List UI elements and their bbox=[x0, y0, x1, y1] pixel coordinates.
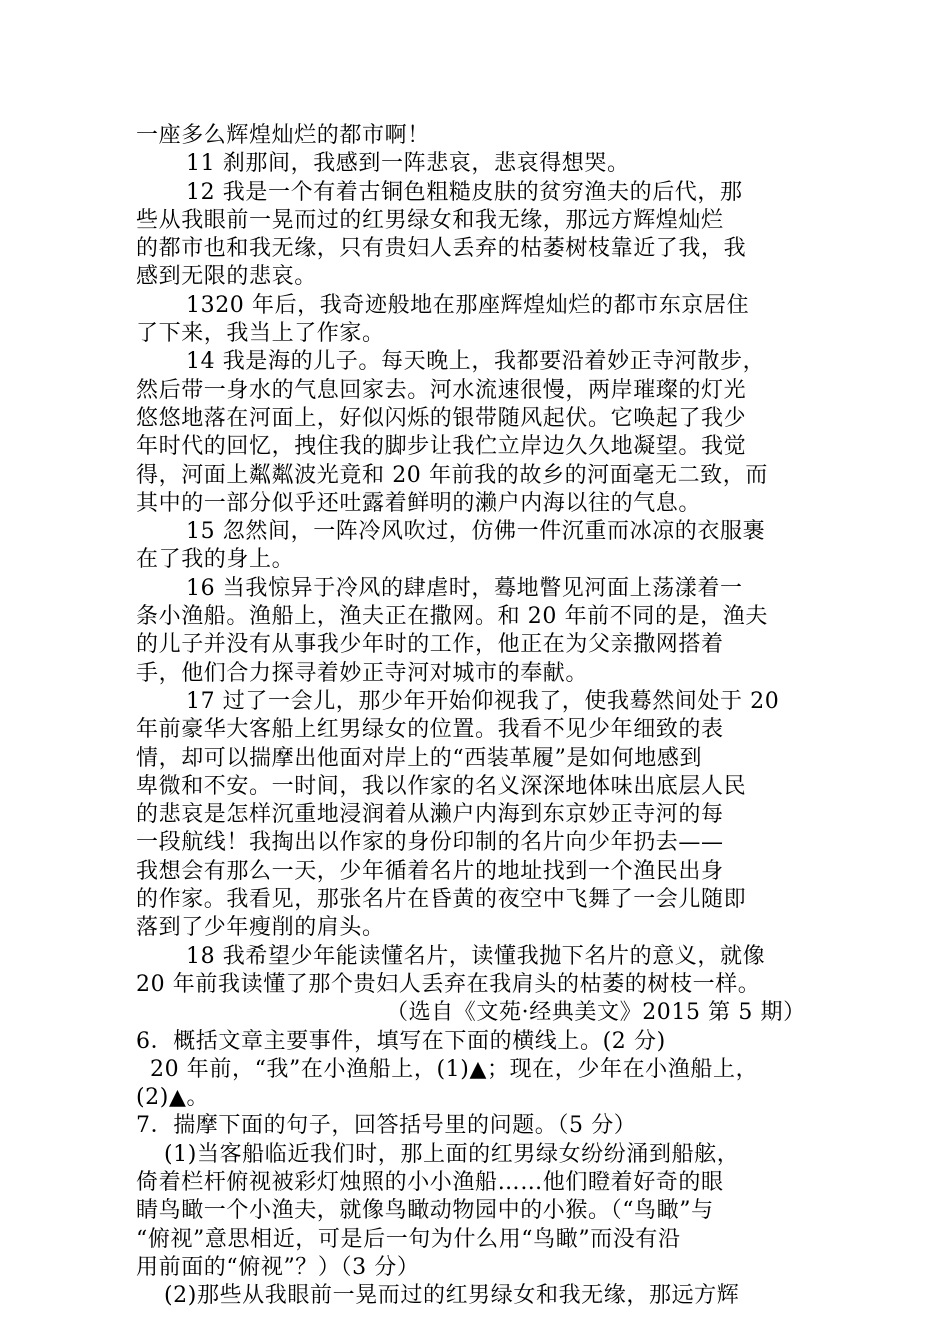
text-line: 悠悠地落在河面上，好似闪烁的银带随风起伏。它唤起了我少 bbox=[136, 405, 747, 431]
text-line: 卑微和不安。一时间，我以作家的名义深深地体味出底层人民 bbox=[136, 773, 747, 799]
question-7: 7．揣摩下面的句子，回答括号里的问题。（5 分） bbox=[136, 1113, 637, 1139]
text-line: 倚着栏杆俯视被彩灯烛照的小小渔船……他们瞪着好奇的眼 bbox=[136, 1169, 724, 1195]
text-line: 年时代的回忆，拽住我的脚步让我伫立岸边久久地凝望。我觉 bbox=[136, 434, 747, 460]
paragraph-18: 18 我希望少年能读懂名片，读懂我抛下名片的意义，就像 bbox=[186, 943, 766, 969]
question-6: 6．概括文章主要事件，填写在下面的横线上。(2 分) bbox=[136, 1028, 666, 1054]
text-line: 感到无限的悲哀。 bbox=[136, 264, 317, 290]
text-line: 条小渔船。渔船上，渔夫正在撒网。和 20 年前不同的是，渔夫 bbox=[136, 604, 768, 630]
text-line: 我想会有那么一天，少年循着名片的地址找到一个渔民出身 bbox=[136, 858, 724, 884]
paragraph-15: 15 忽然间，一阵冷风吹过，仿佛一件沉重而冰凉的衣服裹 bbox=[186, 519, 766, 545]
question-7-part-1: (1)当客船临近我们时，那上面的红男绿女纷纷涌到船舷， bbox=[164, 1141, 740, 1167]
text-line: 得，河面上粼粼波光竟和 20 年前我的故乡的河面毫无二致，而 bbox=[136, 462, 768, 488]
paragraph-17: 17 过了一会儿，那少年开始仰视我了，使我蓦然间处于 20 bbox=[186, 688, 780, 714]
text-line: 年前豪华大客船上红男绿女的位置。我看不见少年细致的表 bbox=[136, 717, 724, 743]
text-line: 的都市也和我无缘，只有贵妇人丢弃的枯萎树枝靠近了我，我 bbox=[136, 236, 747, 262]
paragraph-14: 14 我是海的儿子。每天晚上，我都要沿着妙正寺河散步， bbox=[186, 349, 766, 375]
text-line: 在了我的身上。 bbox=[136, 547, 295, 573]
text-line: 然后带一身水的气息回家去。河水流速很慢，两岸璀璨的灯光 bbox=[136, 377, 747, 403]
source-citation: （选自《文苑·经典美文》2015 第 5 期） bbox=[386, 1000, 806, 1026]
text-line: 的儿子并没有从事我少年时的工作，他正在为父亲撒网搭着 bbox=[136, 632, 724, 658]
text-line: 落到了少年瘦削的肩头。 bbox=[136, 915, 385, 941]
text-line: 其中的一部分似乎还吐露着鲜明的濑户内海以往的气息。 bbox=[136, 490, 702, 516]
text-line: 的作家。我看见，那张名片在昏黄的夜空中飞舞了一会儿随即 bbox=[136, 887, 747, 913]
paragraph-11: 11 刹那间，我感到一阵悲哀，悲哀得想哭。 bbox=[186, 151, 630, 177]
question-6-body: 20 年前，“我”在小渔船上，(1)▲；现在，少年在小渔船上， bbox=[150, 1056, 759, 1082]
text-line: 20 年前我读懂了那个贵妇人丢弃在我肩头的枯萎的树枝一样。 bbox=[136, 971, 761, 997]
text-line: 手，他们合力探寻着妙正寺河对城市的奉献。 bbox=[136, 660, 589, 686]
text-line: “俯视”意思相近，可是后一句为什么用“鸟瞰”而没有沿 bbox=[136, 1226, 681, 1252]
text-line: 一段航线！我掏出以作家的身份印制的名片向少年扔去—— bbox=[136, 830, 724, 856]
text-line: 一座多么辉煌灿烂的都市啊！ bbox=[136, 123, 430, 148]
paragraph-12: 12 我是一个有着古铜色粗糙皮肤的贫穷渔夫的后代，那 bbox=[186, 179, 743, 205]
text-line: 了下来，我当上了作家。 bbox=[136, 321, 385, 347]
text-line: 睛鸟瞰一个小渔夫，就像鸟瞰动物园中的小猴。（“鸟瞰”与 bbox=[136, 1198, 714, 1224]
question-7-part-2: (2)那些从我眼前一晃而过的红男绿女和我无缘，那远方辉 bbox=[164, 1283, 740, 1309]
text-line: 些从我眼前一晃而过的红男绿女和我无缘，那远方辉煌灿烂 bbox=[136, 207, 724, 233]
text-line: 的悲哀是怎样沉重地浸润着从濑户内海到东京妙正寺河的每 bbox=[136, 802, 724, 828]
paragraph-13: 1320 年后，我奇迹般地在那座辉煌灿烂的都市东京居住 bbox=[186, 292, 750, 318]
question-6-answer-2: (2)▲。 bbox=[136, 1085, 210, 1111]
text-line: 用前面的“俯视”？）（3 分） bbox=[136, 1254, 420, 1280]
text-line: 情，却可以揣摩出他面对岸上的“西装革履”是如何地感到 bbox=[136, 745, 703, 771]
paragraph-16: 16 当我惊异于冷风的肆虐时，蓦地瞥见河面上荡漾着一 bbox=[186, 575, 743, 601]
article-text bbox=[136, 122, 826, 1310]
